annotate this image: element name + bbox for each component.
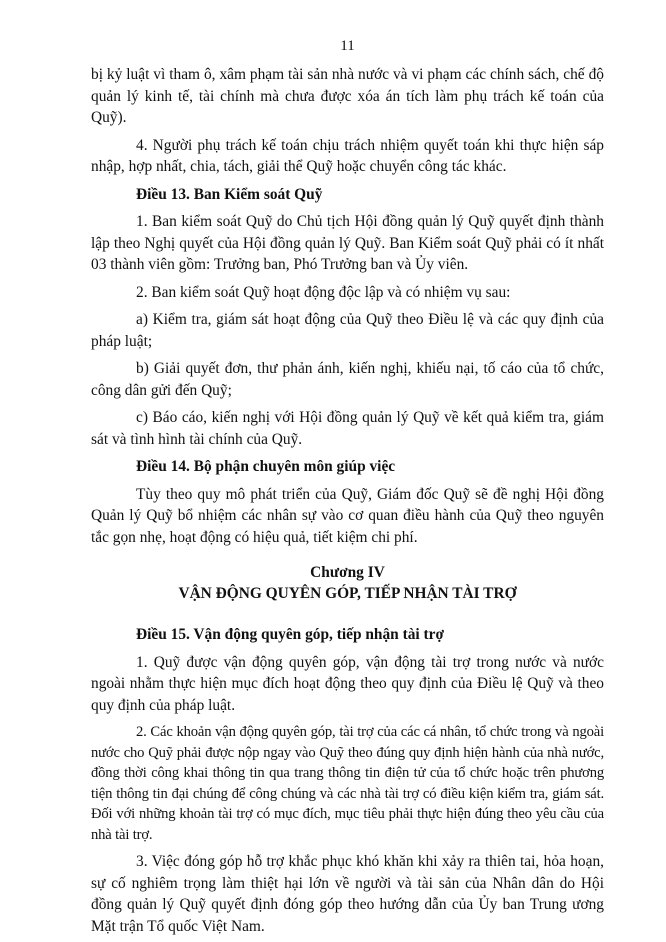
chapter-heading xyxy=(91,562,604,604)
article-15-clause-2: 2. Các khoản vận động quyên góp, tài trợ của các cá nhân, tổ chức trong và ngoài nước cho Quỹ phải được nộp ngay vào Quỹ theo đúng quy định hiện hành của nhà nước, đồng thời công khai thông tin qua trang thông tin điện tử của tổ chức hoặc trên phương tiện thông tin đại chúng để công chúng và các nhà tài trợ có điều kiện kiểm tra, giám sát. Đối với những khoản tài trợ có mục đích, mục tiêu phải thực hiện đúng theo yêu cầu của nhà tài trợ. xyxy=(91,724,604,843)
chapter-title: VẬN ĐỘNG QUYÊN GÓP, TIẾP NHẬN TÀI TRỢ xyxy=(178,585,517,602)
article-14-clause-1: Tùy theo quy mô phát triển của Quỹ, Giám đốc Quỹ sẽ đề nghị Hội đồng Quản lý Quỹ bổ nhiệm các nhân sự vào cơ quan điều hành của Quỹ theo nguyên tắc gọn nhẹ, hoạt động có hiệu quả, tiết kiệm chi phí. xyxy=(91,485,604,546)
article-14-title: Điều 14. Bộ phận chuyên môn giúp việc xyxy=(136,458,396,475)
paragraph-continued: bị kỷ luật vì tham ô, xâm phạm tài sản nhà nước và vi phạm các chính sách, chế độ quản lý kinh tế, tài chính mà chưa được xóa án tích làm phụ trách kế toán của Quỹ). xyxy=(91,66,604,126)
page-number: 11 xyxy=(340,38,355,54)
chapter-label: Chương IV xyxy=(310,564,385,581)
article-13-clause-2: 2. Ban kiểm soát Quỹ hoạt động độc lập và có nhiệm vụ sau: xyxy=(136,283,511,301)
article-13-clause-1: 1. Ban kiểm soát Quỹ do Chủ tịch Hội đồng quản lý Quỹ quyết định thành lập theo Nghị quyết của Hội đồng quản lý Quỹ. Ban Kiểm soát Quỹ phải có ít nhất 03 thành viên gồm: Trưởng ban, Phó Trưởng ban và Ủy viên. xyxy=(91,213,604,273)
article-13-item-a: a) Kiểm tra, giám sát hoạt động của Quỹ theo Điều lệ và các quy định của pháp luật; xyxy=(91,311,604,350)
paragraph-accountant-responsibility: 4. Người phụ trách kế toán chịu trách nhiệm quyết toán khi thực hiện sáp nhập, hợp nhất, chia, tách, giải thể Quỹ hoặc chuyển công tác khác. xyxy=(91,136,604,175)
article-13-title: Điều 13. Ban Kiểm soát Quỹ xyxy=(136,185,323,203)
article-15-clause-1: 1. Quỹ được vận động quyên góp, vận động tài trợ trong nước và nước ngoài nhằm thực hiện mục đích hoạt động theo quy định của Điều lệ Quỹ và theo quy định của pháp luật. xyxy=(91,653,604,714)
article-15-title: Điều 15. Vận động quyên góp, tiếp nhận tài trợ xyxy=(136,626,444,643)
article-13-item-b: b) Giải quyết đơn, thư phản ánh, kiến nghị, khiếu nại, tố cáo của tổ chức, công dân gửi đến Quỹ; xyxy=(91,360,604,399)
article-13-item-c: c) Báo cáo, kiến nghị với Hội đồng quản lý Quỹ về kết quả kiểm tra, giám sát và tình hình tài chính của Quỹ. xyxy=(91,409,604,448)
article-15-clause-3: 3. Việc đóng góp hỗ trợ khắc phục khó khăn khi xảy ra thiên tai, hỏa hoạn, sự cố nghiêm trọng làm thiệt hại lớn về người và tài sản của Nhân dân do Hội đồng quản lý Quỹ quyết định đóng góp theo hướng dẫn của Ủy ban Trung ương Mặt trận Tổ quốc Việt Nam. xyxy=(91,853,604,935)
